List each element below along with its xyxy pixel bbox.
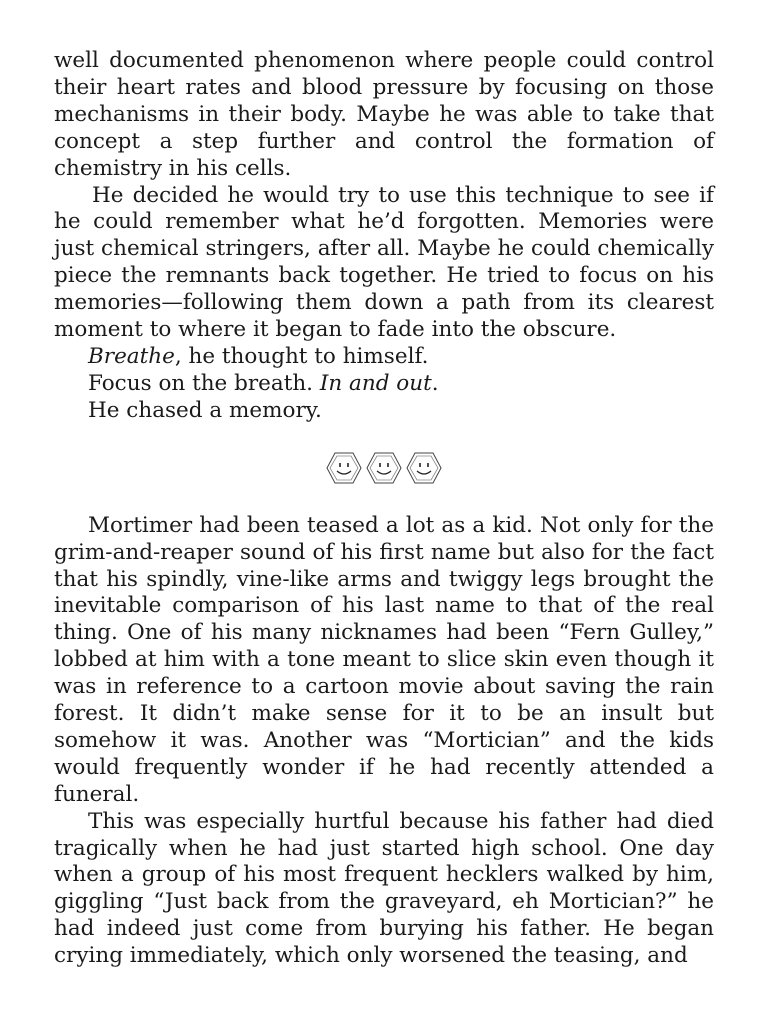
smiley-hexagon-icon xyxy=(365,451,403,485)
breathe-italic: Breathe xyxy=(88,343,175,369)
smiley-hexagon-icon xyxy=(325,451,363,485)
focus-end: . xyxy=(431,370,439,396)
page-body xyxy=(54,48,714,970)
section-break-ornament xyxy=(54,439,714,497)
line-chase: He chased a memory. xyxy=(88,397,322,423)
paragraph-continued: well documented phenomenon where people could control their heart rates and blood pressure by focusing on those mechanisms in their body. Maybe he was able to take that concept a step further and control the formation of chemistry in his cells. xyxy=(54,48,714,181)
paragraph-father: This was especially hurtful because his father had died tragically when he had just started high school. One day when a group of his most frequent hecklers walked by him, giggling “Just back from the graveyard, eh Mortician?” he had indeed just come from burying his father. He began crying immediately, which only worsened the teasing, and xyxy=(54,808,714,969)
smiley-hexagon-icon xyxy=(405,451,443,485)
line-focus xyxy=(54,371,714,398)
focus-plain: Focus on the breath. xyxy=(88,370,320,396)
breathe-rest: , he thought to himself. xyxy=(174,343,429,369)
line-breathe xyxy=(54,344,714,371)
focus-italic: In and out xyxy=(319,370,432,396)
paragraph-mortimer: Mortimer had been teased a lot as a kid. Not only for the grim-and-reaper sound of his first name but also for the fact that his spindly, vine-like arms and twiggy legs brought the inevitable comparison of his last name to that of the real thing. One of his many nicknames had been “Fern Gulley,” lobbed at him with a tone meant to slice skin even though it was in reference to a cartoon movie about saving the rain forest. It didn’t make sense for it to be an insult but somehow it was. Another was “Mortician” and the kids would frequently wonder if he had recently attended a funeral. xyxy=(54,512,714,807)
paragraph-technique: He decided he would try to use this technique to see if he could remember what he’d forgotten. Memories were just chemical stringers, after all. Maybe he could chemically piece the remnants back together. He tried to focus on his memories—following them down a path from its clearest moment to where it began to fade into the obscure. xyxy=(54,182,714,343)
